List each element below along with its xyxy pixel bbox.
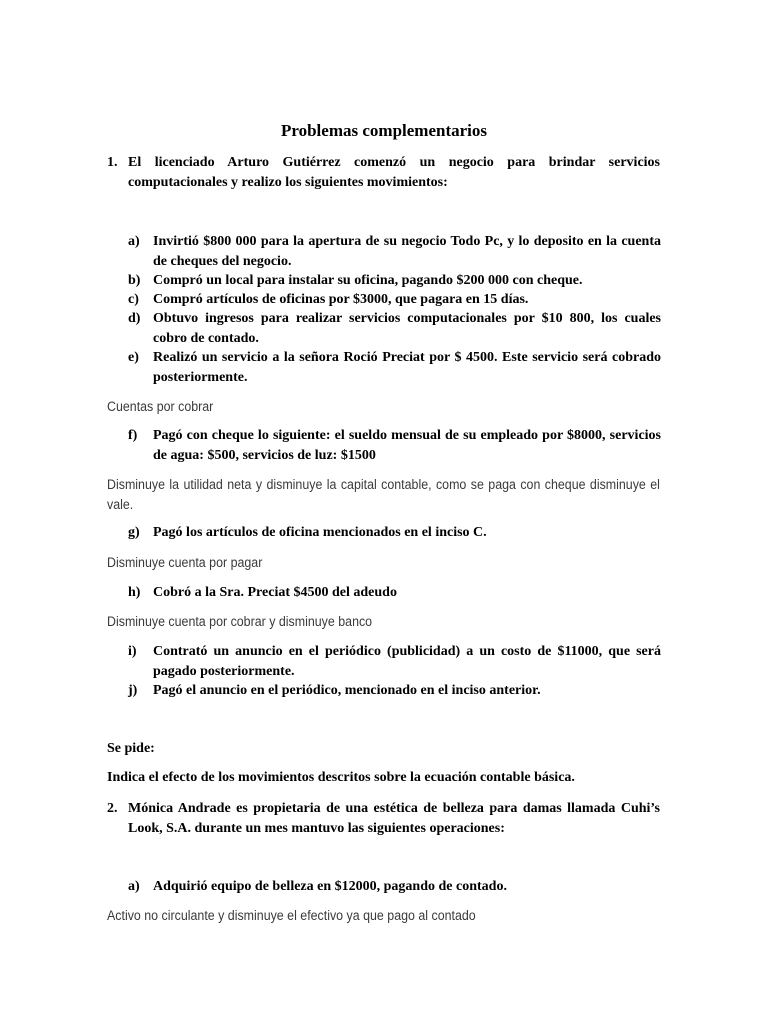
- list-item-g: [128, 523, 661, 543]
- list-item-j: [128, 681, 661, 701]
- se-pide-text: Indica el efecto de los movimientos descritos sobre la ecuación contable básica.: [107, 770, 575, 785]
- item-marker: b): [128, 273, 141, 288]
- list-item-a: [128, 232, 661, 271]
- item-text: Invirtió $800 000 para la apertura de su negocio Todo Pc, y lo deposito en la cuenta de cheques del negocio.: [153, 234, 661, 269]
- item-marker: j): [128, 683, 138, 698]
- list-item-b: [128, 271, 661, 291]
- item-text: Pagó el anuncio en el periódico, mencionado en el inciso anterior.: [153, 683, 541, 698]
- item-text: Contrató un anuncio en el periódico (publicidad) a un costo de $11000, que será pagado posteriormente.: [153, 644, 661, 679]
- item-marker: h): [128, 585, 141, 600]
- item-text: Realizó un servicio a la señora Roció Preciat por $ 4500. Este servicio será cobrado posteriormente.: [153, 350, 661, 385]
- problem-1: [107, 153, 767, 192]
- list-item-d: [128, 309, 661, 348]
- item-text: Compró un local para instalar su oficina, pagando $200 000 con cheque.: [153, 273, 583, 288]
- problem-number: 1.: [107, 155, 118, 170]
- note-f: Disminuye la utilidad neta y disminuye la capital contable, como se paga con cheque disminuye el vale.: [107, 477, 660, 512]
- item-text: Cobró a la Sra. Preciat $4500 del adeudo: [153, 585, 397, 600]
- note-a2: Activo no circulante y disminuye el efectivo ya que pago al contado: [107, 908, 476, 923]
- note-e: Cuentas por cobrar: [107, 399, 214, 414]
- problem-text: El licenciado Arturo Gutiérrez comenzó un negocio para brindar servicios computacionales y realizo los siguientes movimientos:: [128, 155, 660, 190]
- item-text: Pagó con cheque lo siguiente: el sueldo mensual de su empleado por $8000, servicios de agua: $500, servicios de luz: $1500: [153, 428, 661, 463]
- item-text: Adquirió equipo de belleza en $12000, pagando de contado.: [153, 879, 507, 894]
- list-item-f: [128, 426, 661, 465]
- problem-number: 2.: [107, 801, 118, 816]
- item-marker: f): [128, 428, 138, 443]
- list-item-i: [128, 642, 661, 681]
- item-marker: a): [128, 879, 140, 894]
- se-pide-label: Se pide:: [107, 741, 155, 756]
- problem-2: [107, 799, 767, 838]
- item-marker: e): [128, 350, 139, 365]
- note-g: Disminuye cuenta por pagar: [107, 555, 263, 570]
- item-marker: c): [128, 292, 139, 307]
- list-item-a2: [128, 877, 661, 897]
- list-item-c: [128, 290, 661, 310]
- problem-text: Mónica Andrade es propietaria de una estética de belleza para damas llamada Cuhi’s Look, S.A. durante un mes mantuvo las siguientes operaciones:: [128, 801, 660, 836]
- note-h: Disminuye cuenta por cobrar y disminuye banco: [107, 614, 373, 629]
- item-marker: d): [128, 311, 141, 326]
- list-item-h: [128, 583, 661, 603]
- item-text: Pagó los artículos de oficina mencionados en el inciso C.: [153, 525, 487, 540]
- item-text: Compró artículos de oficinas por $3000, que pagara en 15 días.: [153, 292, 529, 307]
- item-marker: g): [128, 525, 140, 540]
- list-item-e: [128, 348, 661, 387]
- item-marker: i): [128, 644, 137, 659]
- item-marker: a): [128, 234, 140, 249]
- page-title: Problemas complementarios: [280, 121, 487, 140]
- item-text: Obtuvo ingresos para realizar servicios computacionales por $10 800, los cuales cobro de contado.: [153, 311, 661, 346]
